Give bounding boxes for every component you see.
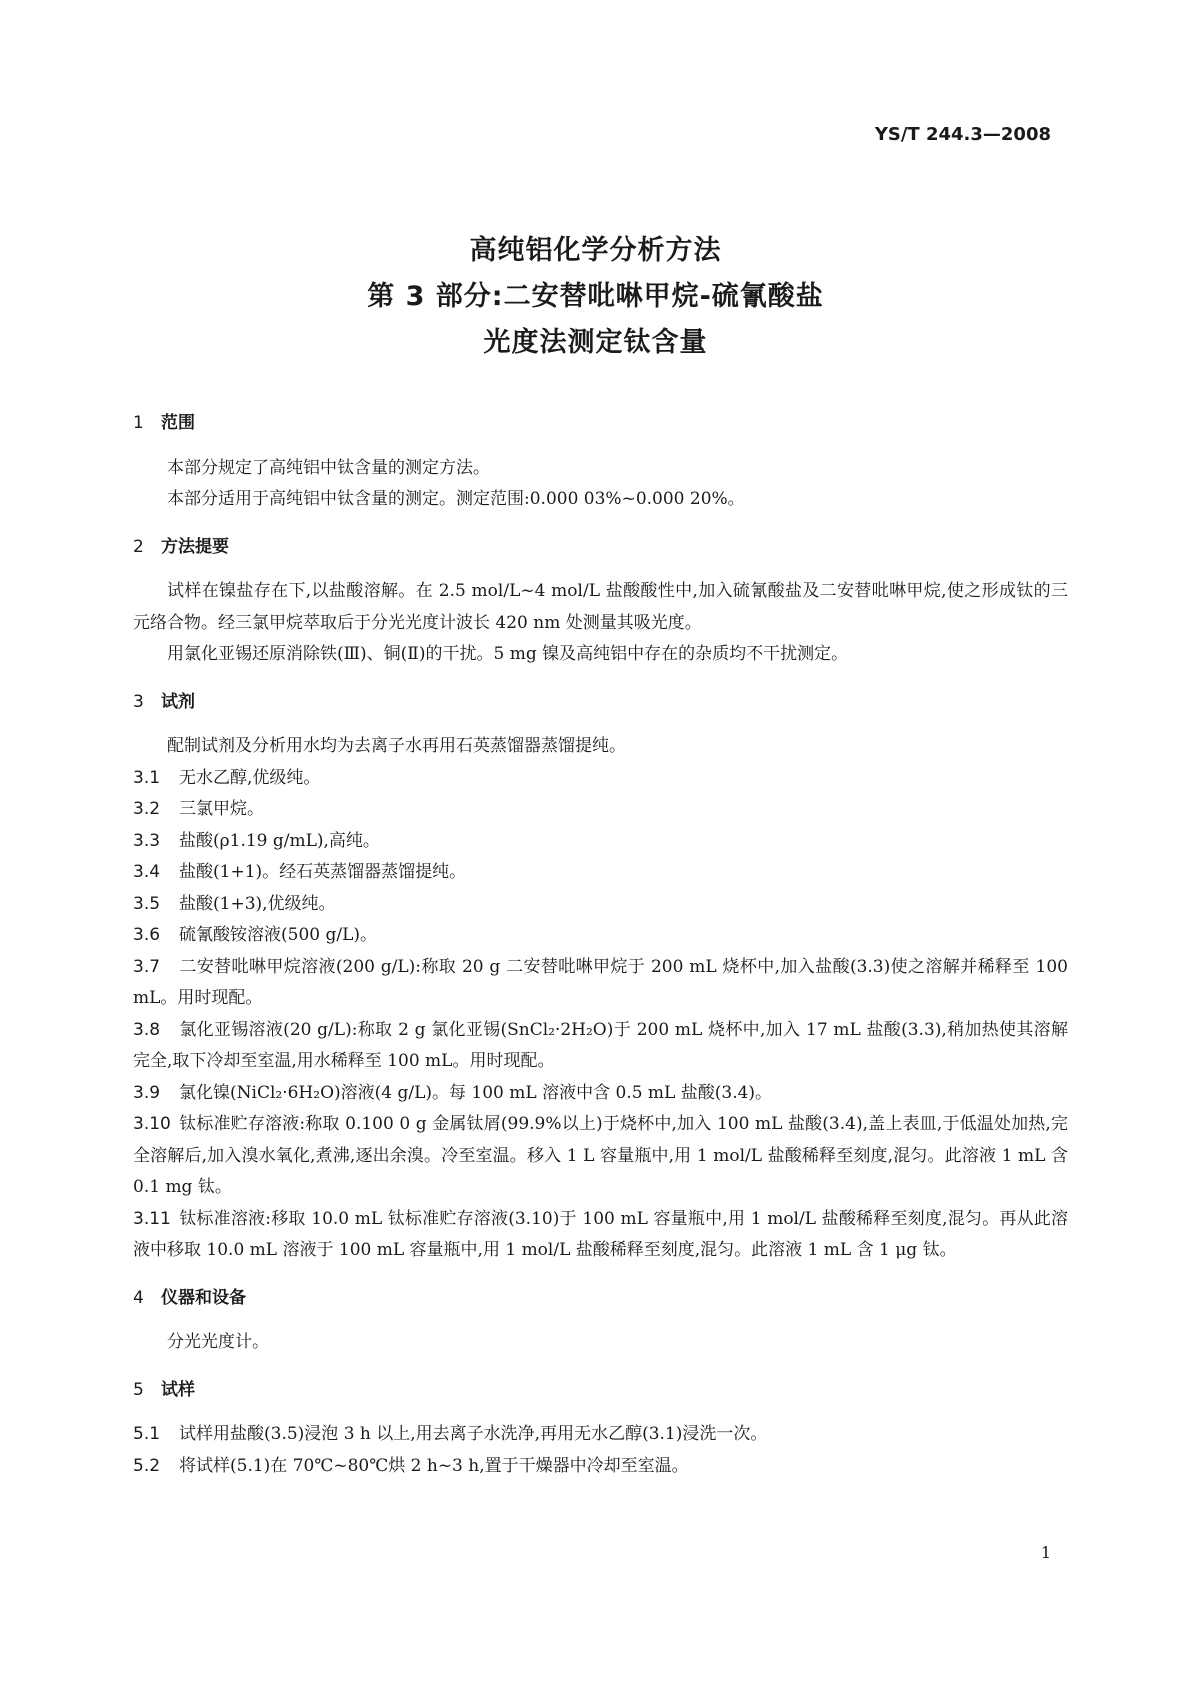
- section-number: 1: [133, 413, 144, 433]
- list-item: [133, 1204, 1068, 1267]
- section-title: 试剂: [161, 691, 195, 712]
- item-number: 3.6: [133, 925, 161, 945]
- item-text: 二安替吡啉甲烷溶液(200 g/L):称取 20 g 二安替吡啉甲烷于 200 mL 烧杯中,加入盐酸(3.3)使之溶解并稀释至 100 mL。用时现配。: [133, 956, 1068, 1008]
- item-text: 盐酸(ρ1.19 g/mL),高纯。: [179, 830, 380, 851]
- section-number: 3: [133, 691, 144, 712]
- list-item: [133, 1419, 1068, 1451]
- list-item: [133, 1451, 1068, 1483]
- item-text: 硫氰酸铵溶液(500 g/L)。: [179, 925, 378, 945]
- list-item: [133, 794, 1068, 826]
- section-2-paragraph-2: 用氯化亚锡还原消除铁(Ⅲ)、铜(Ⅱ)的干扰。5 mg 镍及高纯铝中存在的杂质均不干扰测定。: [167, 644, 849, 664]
- item-text: 氯化亚锡溶液(20 g/L):称取 2 g 氯化亚锡(SnCl₂·2H₂O)于 200 mL 烧杯中,加入 17 mL 盐酸(3.3),稍加热使其溶解完全,取下冷却至室温,用水稀释至 100 mL。用时现配。: [133, 1019, 1068, 1071]
- item-number: 3.10: [133, 1114, 171, 1134]
- section-4-heading: [133, 1283, 1068, 1315]
- section-title: 范围: [161, 413, 195, 433]
- title-line-2: 第 3 部分:二安替吡啉甲烷-硫氰酸盐: [367, 281, 824, 312]
- section-2-paragraph-1: 试样在镍盐存在下,以盐酸溶解。在 2.5 mol/L~4 mol/L 盐酸酸性中,加入硫氰酸盐及二安替吡啉甲烷,使之形成钛的三元络合物。经三氯甲烷萃取后于分光光度计波长 420 nm 处测量其吸光度。: [133, 581, 1068, 633]
- item-number: 3.8: [133, 1019, 161, 1040]
- title-line-1: 高纯铝化学分析方法: [469, 235, 722, 266]
- list-item: [133, 952, 1068, 1015]
- list-item: [133, 826, 1068, 858]
- section-3-heading: [133, 687, 1068, 719]
- section-2-heading: [133, 532, 1068, 564]
- list-item: [133, 1015, 1068, 1078]
- standard-code: YS/T 244.3—2008: [874, 124, 1051, 145]
- page-number: 1: [1040, 1543, 1051, 1562]
- item-number: 5.1: [133, 1424, 161, 1444]
- item-text: 盐酸(1+3),优级纯。: [179, 893, 336, 914]
- section-title: 试样: [161, 1379, 195, 1400]
- list-item: [133, 889, 1068, 921]
- item-number: 3.3: [133, 830, 161, 851]
- item-number: 3.9: [133, 1082, 161, 1103]
- list-item: [133, 1078, 1068, 1110]
- item-number: 3.2: [133, 799, 161, 819]
- item-number: 3.5: [133, 893, 161, 914]
- list-item: [133, 763, 1068, 795]
- list-item: [133, 1109, 1068, 1204]
- section-1-heading: [133, 408, 1068, 440]
- item-number: 3.11: [133, 1208, 171, 1229]
- section-number: 4: [133, 1287, 144, 1308]
- section-number: 2: [133, 536, 144, 557]
- list-item: [133, 857, 1068, 889]
- section-title: 仪器和设备: [161, 1287, 246, 1308]
- section-title: 方法提要: [161, 536, 229, 557]
- item-text: 钛标准溶液:移取 10.0 mL 钛标准贮存溶液(3.10)于 100 mL 容量瓶中,用 1 mol/L 盐酸稀释至刻度,混匀。再从此溶液中移取 10.0 mL 溶液于 100 mL 容量瓶中,用 1 mol/L 盐酸稀释至刻度,混匀。此溶液 1 mL 含 1 μg 钛。: [133, 1208, 1068, 1260]
- title-line-3: 光度法测定钛含量: [483, 327, 708, 358]
- section-1-paragraph-1: 本部分规定了高纯铝中钛含量的测定方法。: [167, 457, 490, 478]
- section-number: 5: [133, 1379, 144, 1400]
- document-title: [0, 228, 1191, 366]
- document-body: [133, 408, 1068, 1482]
- item-text: 三氯甲烷。: [179, 799, 264, 819]
- section-3-intro: 配制试剂及分析用水均为去离子水再用石英蒸馏器蒸馏提纯。: [167, 736, 626, 756]
- section-4-paragraph-1: 分光光度计。: [167, 1332, 269, 1352]
- item-number: 5.2: [133, 1455, 161, 1476]
- item-number: 3.7: [133, 956, 161, 977]
- section-5-heading: [133, 1375, 1068, 1407]
- item-number: 3.1: [133, 767, 161, 788]
- item-number: 3.4: [133, 862, 161, 882]
- item-text: 氯化镍(NiCl₂·6H₂O)溶液(4 g/L)。每 100 mL 溶液中含 0.5 mL 盐酸(3.4)。: [179, 1082, 773, 1103]
- item-text: 盐酸(1+1)。经石英蒸馏器蒸馏提纯。: [179, 862, 467, 882]
- item-text: 钛标准贮存溶液:称取 0.100 0 g 金属钛屑(99.9%以上)于烧杯中,加入 100 mL 盐酸(3.4),盖上表皿,于低温处加热,完全溶解后,加入溴水氧化,煮沸,逐出余溴。冷至室温。移入 1 L 容量瓶中,用 1 mol/L 盐酸稀释至刻度,混匀。此溶液 1 mL 含 0.1 mg 钛。: [133, 1114, 1068, 1197]
- item-text: 将试样(5.1)在 70℃~80℃烘 2 h~3 h,置于干燥器中冷却至室温。: [179, 1455, 689, 1476]
- item-text: 无水乙醇,优级纯。: [179, 767, 321, 788]
- section-1-paragraph-2: 本部分适用于高纯铝中钛含量的测定。测定范围:0.000 03%~0.000 20%。: [167, 489, 745, 509]
- item-text: 试样用盐酸(3.5)浸泡 3 h 以上,用去离子水洗净,再用无水乙醇(3.1)浸洗一次。: [179, 1424, 768, 1444]
- list-item: [133, 920, 1068, 952]
